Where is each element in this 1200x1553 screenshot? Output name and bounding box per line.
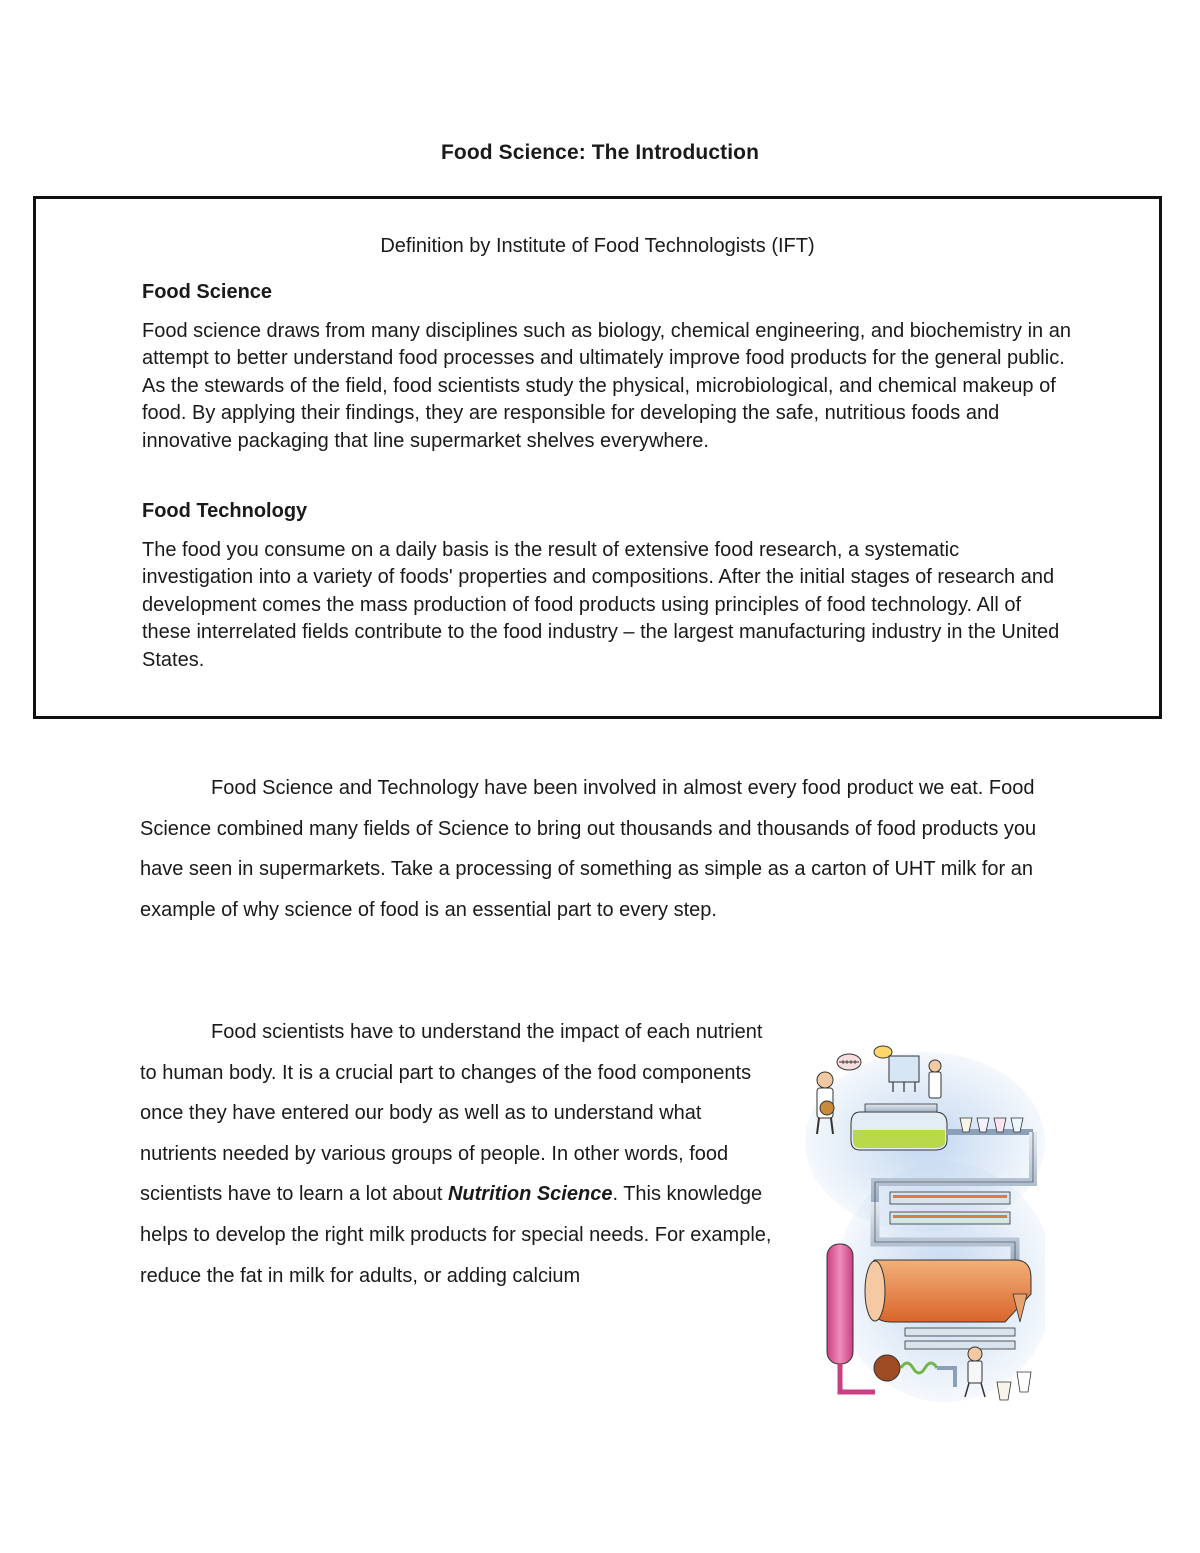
body-paragraph-1: [140, 768, 1055, 930]
body-paragraph-2-text-end: . This knowledge helps to develop the right milk products for special needs. For example, reduce the fat in milk for adults, or adding calcium: [140, 1183, 772, 1287]
food-technology-definition: The food you consume on a daily basis is the result of extensive food research, a systematic investigation into a variety of foods' properties and compositions. After the initial stages of research and development comes the mass production of food products using principles of food technology. All of these interrelated fields contribute to the food industry – the largest manufacturing industry in the United States.: [142, 539, 1060, 671]
milk-processing-plant-illustration: [805, 1032, 1045, 1407]
definition-box: [33, 196, 1162, 719]
definition-heading: Definition by Institute of Food Technologists (IFT): [380, 235, 815, 257]
food-technology-heading: Food Technology: [142, 500, 308, 522]
food-science-definition: Food science draws from many disciplines such as biology, chemical engineering, and biochemistry in an attempt to better understand food processes and ultimately improve food products for the general public. As the stewards of the field, food scientists study the physical, microbiological, and chemical makeup of food. By applying their findings, they are responsible for developing the safe, nutritious foods and innovative packaging that line supermarket shelves everywhere.: [142, 320, 1071, 452]
nutrition-science-term: Nutrition Science: [447, 1183, 613, 1206]
body-paragraph-2-text: Food scientists have to understand the impact of each nutrient to human body. It is a crucial part to changes of the food components once they have entered our body as well as to understand what nutrients needed by various groups of people. In other words, food scientists have to learn a lot about: [140, 1021, 763, 1206]
food-science-heading: Food Science: [142, 281, 273, 303]
body-paragraph-1-text: Food Science and Technology have been involved in almost every food product we eat. Food Science combined many fields of Science to bring out thousands and thousands of food products you have seen in supermarkets. Take a processing of something as simple as a carton of UHT milk for an example of why science of food is an essential part to every step.: [140, 777, 1037, 921]
body-paragraph-2: [140, 1012, 780, 1296]
page-title: Food Science: The Introduction: [441, 141, 759, 164]
